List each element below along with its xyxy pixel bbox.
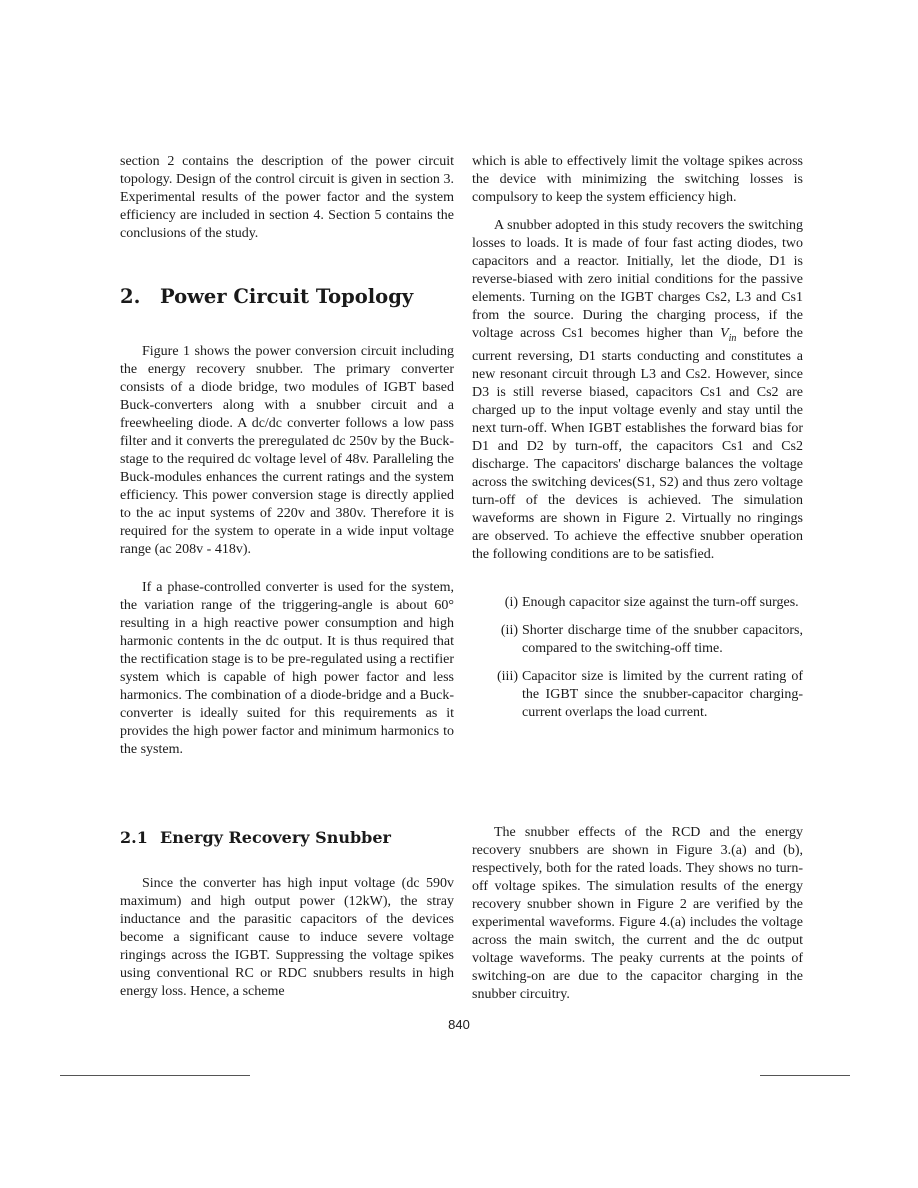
section-title: Power Circuit Topology [160,285,414,308]
paragraph-continuation: which is able to effectively limit the voltage spikes across the device with minimizing the switching losses is compulsory to keep the system efficiency high. [472,154,803,205]
paragraph-snubber-effects: The snubber effects of the RCD and the energy recovery snubbers are shown in Figure 3.(a) and (b), respectively, both for the rated loads. They shows no turn-off voltage spikes. The simulation results of the energy recovery snubber shown in Figure 2 are verified by the experimental waveforms. Figure 4.(a) includes the voltage across the main switch, the current and the dc output voltage waveforms. The peaky currents at the points of switching-on are due to the capacitor charging in the snubber circuitry. [472,825,803,1002]
list-label: (i) [504,594,518,610]
list-label: (ii) [500,622,518,638]
paragraph-snubber-intro: Since the converter has high input voltage (dc 590v maximum) and high output power (12kW), the stray inductance and the parasitic capacitors of the devices become a significant cause to induce severe voltage ringings across the IGBT. Suppressing the voltage spikes using conventional RC or RDC snubbers results in high energy loss. Hence, a scheme [120,876,454,999]
text-segment: A snubber adopted in this study recovers the switching losses to loads. It is made of four fast acting diodes, two capacitors and a reactor. Initially, let the diode, D1 is reverse-biased with zero initial conditions for the passive elements. Turning on the IGBT charges Cs2, L3 and Cs1 from the source. During the charging process, if the voltage across Cs1 becomes higher than [472,218,803,341]
list-text: Enough capacitor size against the turn-off surges. [522,594,799,610]
bottom-rule-right [760,1075,850,1076]
vin-subscript: in [728,332,737,344]
list-label: (iii) [497,668,518,684]
paragraph-phase-controlled: If a phase-controlled converter is used for the system, the variation range of the triggering-angle is about 60° resulting in a high reactive power consumption and high harmonic contents in the dc output. It is thus required that the rectification stage is to be pre-regulated using a rectifier system which is capable of high power factor and less harmonics. The combination of a diode-bridge and a Buck-converter is ideally suited for this requirements as it provides the high power factor and minimum harmonics to the system. [120,580,454,757]
subsection-title: Energy Recovery Snubber [160,828,391,847]
page-number: 840 [448,1017,470,1032]
list-item [472,594,803,612]
left-column-snubber [120,875,454,1001]
subsection-number: 2.1 [120,828,148,847]
section-2-heading [120,285,413,308]
intro-paragraph: section 2 contains the description of the power circuit topology. Design of the control circuit is given in section 3. Experimental results of the power factor and the system efficiency are included in section 4. Section 5 contains the conclusions of the study. [120,154,454,241]
conditions-list [472,594,803,722]
left-column [120,153,454,243]
paragraph-figure1: Figure 1 shows the power conversion circuit including the energy recovery snubber. The primary converter consists of a diode bridge, two modules of IGBT based Buck-converters along with a snubber circuit and a freewheeling diode. A dc/dc converter follows a low pass filter and it converts the preregulated dc 250v by the Buck-stage to the required dc voltage level of 48v. Paralleling the Buck-modules enhances the current ratings and the system efficiency. This power conversion stage is directly applied to the ac input systems of 220v and 380v. Therefore it is required for the system to operate in a wide input voltage range (ac 208v - 418v). [120,344,454,557]
vin-main: V [720,326,729,341]
bottom-rule-left [60,1075,250,1076]
right-column [472,153,803,732]
text-segment: before the current reversing, D1 starts conducting and constitutes a new resonant circuit through L3 and Cs2. However, since D3 is still reverse biased, capacitors Cs1 and Cs2 are charged up to the input voltage evenly and stay until the next turn-off. When IGBT establishes the forward bias for D1 and D2 by turn-off, the capacitors Cs1 and Cs2 discharge. The capacitors' discharge balances the voltage across the switching devices(S1, S2) and thus zero voltage turn-off of the devices is achieved. The simulation waveforms are shown in Figure 2. Virtually no ringings are observed. To achieve the effective snubber operation the following conditions are to be satisfied. [472,326,804,562]
left-column-body [120,343,454,759]
list-item [472,622,803,658]
list-text: Shorter discharge time of the snubber capacitors, compared to the switching-off time. [522,622,803,656]
right-column-bottom [472,824,803,1004]
list-text: Capacitor size is limited by the current rating of the IGBT since the snubber-capacitor charging-current overlaps the load current. [522,668,803,720]
list-item [472,668,803,722]
section-number: 2. [120,285,141,308]
paragraph-snubber-operation [472,217,803,564]
vin-symbol [720,326,737,344]
section-2-1-heading [120,828,391,847]
